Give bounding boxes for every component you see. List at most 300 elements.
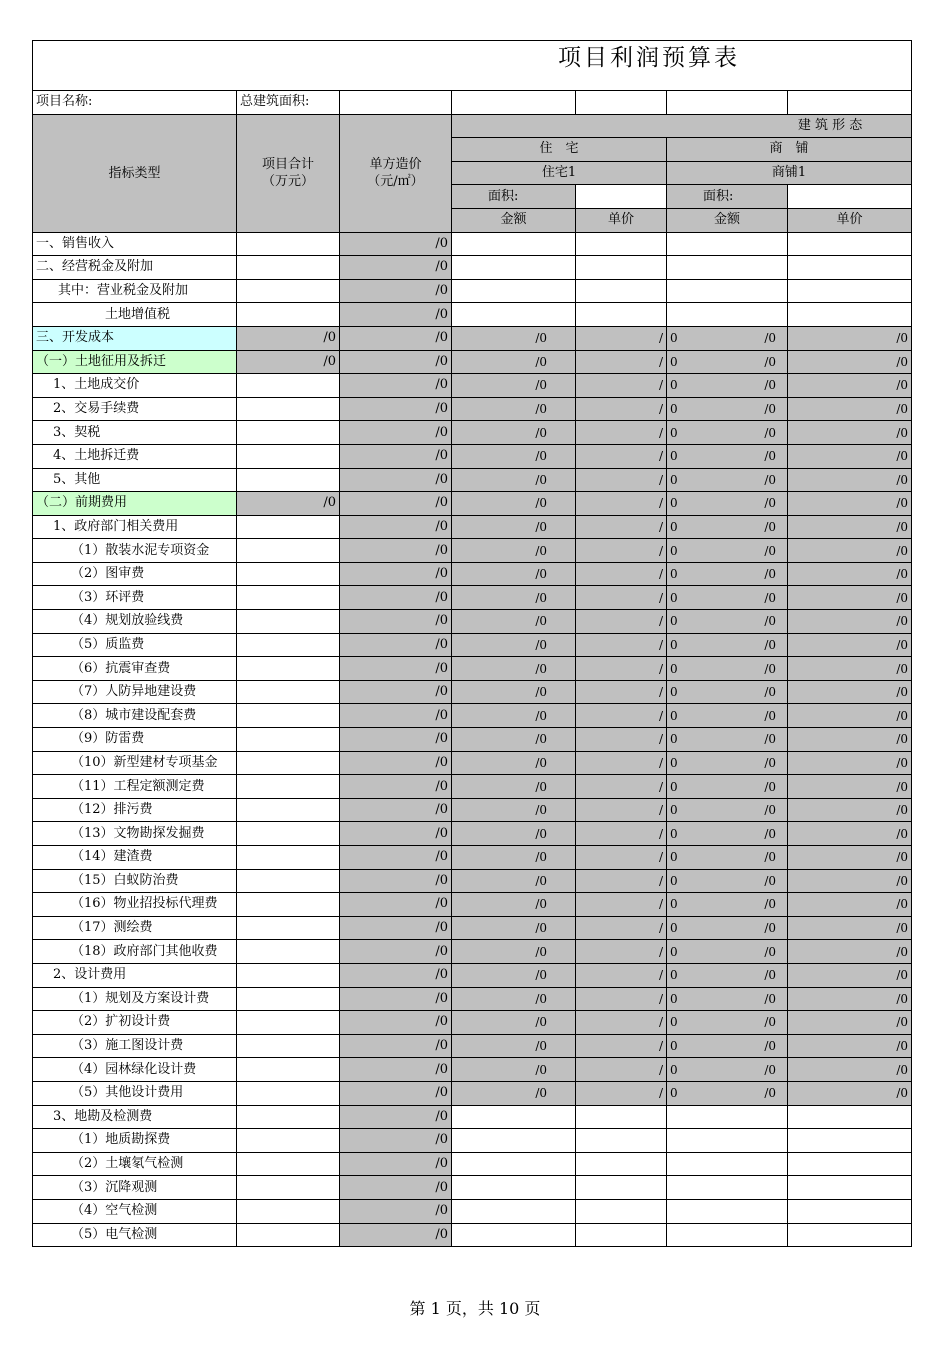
empty-value-cell[interactable]: [667, 1105, 788, 1129]
overflow-digit: 0: [670, 614, 678, 629]
unit-cost-cell: /0: [340, 586, 452, 610]
overflow-digit: 0: [670, 590, 678, 605]
row-label: （15）白蚁防治费: [33, 869, 237, 893]
table-row: [33, 1105, 912, 1129]
project-total-cell[interactable]: [237, 515, 340, 539]
residential-amount-cell: /0: [452, 1081, 576, 1105]
commercial-amount-cell: [667, 751, 788, 775]
empty-value-cell[interactable]: [667, 1129, 788, 1153]
project-total-cell[interactable]: [237, 610, 340, 634]
row-label: （1）散装水泥专项资金: [33, 539, 237, 563]
residential-amount-cell: /0: [452, 822, 576, 846]
project-total-cell[interactable]: [237, 846, 340, 870]
overflow-digit: 0: [670, 779, 678, 794]
table-row: [33, 468, 912, 492]
commercial-unit-price-cell: /0: [788, 987, 912, 1011]
row-label: 二、经营税金及附加: [33, 256, 237, 280]
commercial-unit-price-cell: /0: [788, 822, 912, 846]
overflow-digit: 0: [670, 708, 678, 723]
unit-cost-cell: /0: [340, 1223, 452, 1247]
unit-cost-cell: /0: [340, 492, 452, 516]
commercial-unit-price-cell: /0: [788, 940, 912, 964]
row-label: （4）园林绿化设计费: [33, 1058, 237, 1082]
commercial-amount-value: /0: [764, 331, 776, 346]
empty-value-cell[interactable]: [452, 1105, 576, 1129]
unit-cost-cell: /0: [340, 1081, 452, 1105]
row-label: （二）前期费用: [33, 492, 237, 516]
overflow-digit: 0: [670, 661, 678, 676]
unit-cost-cell: /0: [340, 798, 452, 822]
unit-cost-cell: /0: [340, 1011, 452, 1035]
header-commercial: 商 铺: [667, 138, 912, 162]
residential-unit-price-cell: /: [576, 657, 667, 681]
commercial-amount-value: /0: [764, 685, 776, 700]
empty-value-cell[interactable]: [788, 1129, 912, 1153]
empty-value-cell[interactable]: [788, 1223, 912, 1247]
residential-amount-cell: /0: [452, 657, 576, 681]
overflow-digit: 0: [670, 472, 678, 487]
project-total-cell[interactable]: [237, 1223, 340, 1247]
commercial-unit-price-cell: /0: [788, 562, 912, 586]
row-label: 2、交易手续费: [33, 397, 237, 421]
row-label: （16）物业招投标代理费: [33, 893, 237, 917]
commercial-amount-cell: [667, 940, 788, 964]
empty-value-cell[interactable]: [788, 256, 912, 280]
project-total-cell[interactable]: [237, 1058, 340, 1082]
row-label: （3）沉降观测: [33, 1176, 237, 1200]
table-row: [33, 940, 912, 964]
commercial-unit-price-cell: /0: [788, 326, 912, 350]
table-row: [33, 1011, 912, 1035]
commercial-amount-value: /0: [764, 1039, 776, 1054]
project-total-cell[interactable]: [237, 680, 340, 704]
project-total-cell[interactable]: /0: [237, 350, 340, 374]
row-label: （4）空气检测: [33, 1199, 237, 1223]
budget-table: [32, 40, 912, 1247]
empty-value-cell[interactable]: [576, 1176, 667, 1200]
empty-value-cell[interactable]: [576, 1223, 667, 1247]
commercial-area-input[interactable]: [788, 185, 912, 209]
table-row: [33, 1058, 912, 1082]
overflow-digit: 0: [670, 968, 678, 983]
commercial-amount-cell: [667, 421, 788, 445]
overflow-digit: 0: [670, 543, 678, 558]
row-label: 1、土地成交价: [33, 374, 237, 398]
table-row: [33, 492, 912, 516]
overflow-digit: 0: [670, 803, 678, 818]
row-label: （3）环评费: [33, 586, 237, 610]
unit-cost-cell: /0: [340, 1034, 452, 1058]
unit-cost-cell: /0: [340, 893, 452, 917]
empty-value-cell[interactable]: [667, 1176, 788, 1200]
residential-unit-price-cell: /: [576, 869, 667, 893]
unit-cost-cell: /0: [340, 963, 452, 987]
project-total-cell[interactable]: [237, 963, 340, 987]
residential-unit-price-cell: /: [576, 1011, 667, 1035]
overflow-digit: 0: [670, 873, 678, 888]
overflow-digit: 0: [670, 402, 678, 417]
header-commercial-area-label: 面积:: [667, 185, 788, 209]
residential-amount-cell: /0: [452, 869, 576, 893]
commercial-amount-value: /0: [764, 496, 776, 511]
unit-cost-cell: /0: [340, 869, 452, 893]
empty-value-cell[interactable]: [788, 1199, 912, 1223]
residential-unit-price-cell: /: [576, 444, 667, 468]
empty-value-cell[interactable]: [452, 1223, 576, 1247]
overflow-digit: 0: [670, 1062, 678, 1077]
empty-value-cell[interactable]: [667, 256, 788, 280]
commercial-amount-cell: [667, 610, 788, 634]
commercial-unit-price-cell: /0: [788, 586, 912, 610]
unit-cost-cell: /0: [340, 916, 452, 940]
residential-amount-cell: /0: [452, 539, 576, 563]
commercial-amount-cell: [667, 987, 788, 1011]
project-total-cell[interactable]: [237, 1152, 340, 1176]
residential-unit-price-cell: /: [576, 916, 667, 940]
empty-value-cell[interactable]: [576, 1105, 667, 1129]
unit-cost-cell: /0: [340, 822, 452, 846]
empty-value-cell[interactable]: [788, 1105, 912, 1129]
table-row: [33, 1199, 912, 1223]
project-total-cell[interactable]: [237, 232, 340, 256]
commercial-amount-value: /0: [764, 968, 776, 983]
row-label: （5）质监费: [33, 633, 237, 657]
residential-unit-price-cell: /: [576, 421, 667, 445]
commercial-amount-cell: [667, 916, 788, 940]
overflow-digit: 0: [670, 755, 678, 770]
row-label: 土地增值税: [33, 303, 237, 327]
row-label: （2）图审费: [33, 562, 237, 586]
table-row: [33, 822, 912, 846]
meta-cell[interactable]: [788, 91, 912, 115]
meta-cell[interactable]: [576, 91, 667, 115]
empty-value-cell[interactable]: [452, 232, 576, 256]
commercial-amount-cell: [667, 539, 788, 563]
unit-cost-cell: /0: [340, 751, 452, 775]
commercial-unit-price-cell: /0: [788, 397, 912, 421]
area-value-cell[interactable]: [340, 91, 452, 115]
project-total-cell[interactable]: [237, 633, 340, 657]
commercial-amount-cell: [667, 728, 788, 752]
project-total-cell[interactable]: [237, 586, 340, 610]
row-label: （1）规划及方案设计费: [33, 987, 237, 1011]
table-row: [33, 279, 912, 303]
project-total-cell[interactable]: [237, 1176, 340, 1200]
commercial-amount-value: /0: [764, 402, 776, 417]
commercial-amount-value: /0: [764, 826, 776, 841]
commercial-amount-cell: [667, 963, 788, 987]
project-total-cell[interactable]: [237, 916, 340, 940]
commercial-unit-price-cell: /0: [788, 539, 912, 563]
table-row: [33, 775, 912, 799]
project-total-cell[interactable]: [237, 374, 340, 398]
commercial-amount-cell: [667, 1081, 788, 1105]
unit-cost-cell: /0: [340, 1129, 452, 1153]
overflow-digit: 0: [670, 1039, 678, 1054]
row-label: （6）抗震审查费: [33, 657, 237, 681]
empty-value-cell[interactable]: [452, 279, 576, 303]
overflow-digit: 0: [670, 921, 678, 936]
empty-value-cell[interactable]: [452, 1176, 576, 1200]
unit-cost-cell: /0: [340, 846, 452, 870]
header-residential-area-label: 面积:: [452, 185, 576, 209]
commercial-amount-value: /0: [764, 755, 776, 770]
residential-unit-price-cell: /: [576, 987, 667, 1011]
empty-value-cell[interactable]: [452, 1129, 576, 1153]
empty-value-cell[interactable]: [576, 1152, 667, 1176]
project-total-cell[interactable]: [237, 940, 340, 964]
area-label: 总建筑面积:: [237, 91, 340, 115]
empty-value-cell[interactable]: [576, 1199, 667, 1223]
unit-cost-cell: /0: [340, 1058, 452, 1082]
project-total-cell[interactable]: [237, 562, 340, 586]
project-total-cell[interactable]: [237, 1129, 340, 1153]
residential-amount-cell: /0: [452, 846, 576, 870]
table-row: [33, 232, 912, 256]
project-total-cell[interactable]: [237, 1081, 340, 1105]
empty-value-cell[interactable]: [452, 1152, 576, 1176]
table-row: [33, 987, 912, 1011]
empty-value-cell[interactable]: [576, 1129, 667, 1153]
residential-amount-cell: /0: [452, 680, 576, 704]
residential-amount-cell: /0: [452, 963, 576, 987]
unit-cost-cell: /0: [340, 303, 452, 327]
unit-cost-cell: /0: [340, 397, 452, 421]
unit-cost-cell: /0: [340, 374, 452, 398]
residential-unit-price-cell: /: [576, 940, 667, 964]
commercial-unit-price-cell: /0: [788, 1034, 912, 1058]
residential-amount-cell: /0: [452, 775, 576, 799]
commercial-amount-value: /0: [764, 425, 776, 440]
project-total-cell[interactable]: [237, 303, 340, 327]
empty-value-cell[interactable]: [452, 256, 576, 280]
project-total-cell[interactable]: [237, 657, 340, 681]
unit-cost-cell: /0: [340, 326, 452, 350]
row-label: 4、土地拆迁费: [33, 444, 237, 468]
project-total-cell[interactable]: [237, 1105, 340, 1129]
residential-amount-cell: /0: [452, 1034, 576, 1058]
table-row: [33, 515, 912, 539]
project-total-cell[interactable]: [237, 987, 340, 1011]
residential-unit-price-cell: /: [576, 704, 667, 728]
row-label: 其中：营业税金及附加: [33, 279, 237, 303]
residential-amount-cell: /0: [452, 468, 576, 492]
row-label: 一、销售收入: [33, 232, 237, 256]
residential-unit-price-cell: /: [576, 680, 667, 704]
commercial-unit-price-cell: /0: [788, 492, 912, 516]
overflow-digit: 0: [670, 449, 678, 464]
row-label: （13）文物勘探发掘费: [33, 822, 237, 846]
row-label: （10）新型建材专项基金: [33, 751, 237, 775]
residential-amount-cell: /0: [452, 397, 576, 421]
commercial-unit-price-cell: /0: [788, 728, 912, 752]
table-row: [33, 326, 912, 350]
project-total-cell[interactable]: [237, 539, 340, 563]
residential-unit-price-cell: /: [576, 1058, 667, 1082]
commercial-amount-cell: [667, 704, 788, 728]
overflow-digit: 0: [670, 1086, 678, 1101]
row-label: （1）地质勘探费: [33, 1129, 237, 1153]
header-unit-price: 单价: [788, 208, 912, 232]
commercial-unit-price-cell: /0: [788, 468, 912, 492]
empty-value-cell[interactable]: [667, 279, 788, 303]
table-row: [33, 1176, 912, 1200]
overflow-digit: 0: [670, 685, 678, 700]
residential-unit-price-cell: /: [576, 515, 667, 539]
header-amount: 金额: [667, 208, 788, 232]
project-total-cell[interactable]: [237, 775, 340, 799]
residential-amount-cell: /0: [452, 704, 576, 728]
unit-cost-cell: /0: [340, 539, 452, 563]
empty-value-cell[interactable]: [576, 232, 667, 256]
row-label: （5）其他设计费用: [33, 1081, 237, 1105]
empty-value-cell[interactable]: [667, 1152, 788, 1176]
residential-amount-cell: /0: [452, 987, 576, 1011]
empty-value-cell[interactable]: [667, 1223, 788, 1247]
overflow-digit: 0: [670, 1015, 678, 1030]
residential-unit-price-cell: /: [576, 492, 667, 516]
unit-cost-cell: /0: [340, 1105, 452, 1129]
empty-value-cell[interactable]: [667, 232, 788, 256]
project-total-cell[interactable]: /0: [237, 492, 340, 516]
residential-amount-cell: /0: [452, 940, 576, 964]
residential-amount-cell: /0: [452, 444, 576, 468]
project-total-cell[interactable]: [237, 1034, 340, 1058]
commercial-amount-cell: [667, 350, 788, 374]
commercial-unit-price-cell: /0: [788, 350, 912, 374]
commercial-amount-value: /0: [764, 519, 776, 534]
residential-unit-price-cell: /: [576, 539, 667, 563]
project-total-cell[interactable]: [237, 256, 340, 280]
commercial-unit-price-cell: /0: [788, 1081, 912, 1105]
residential-unit-price-cell: /: [576, 798, 667, 822]
table-row: [33, 657, 912, 681]
residential-amount-cell: /0: [452, 728, 576, 752]
meta-cell[interactable]: [452, 91, 576, 115]
table-row: [33, 798, 912, 822]
project-total-cell[interactable]: /0: [237, 326, 340, 350]
commercial-unit-price-cell: /0: [788, 633, 912, 657]
residential-amount-cell: /0: [452, 751, 576, 775]
commercial-unit-price-cell: /0: [788, 775, 912, 799]
project-total-cell[interactable]: [237, 444, 340, 468]
residential-amount-cell: /0: [452, 492, 576, 516]
table-row: [33, 893, 912, 917]
unit-cost-cell: /0: [340, 728, 452, 752]
commercial-amount-value: /0: [764, 779, 776, 794]
table-row: [33, 1223, 912, 1247]
commercial-amount-value: /0: [764, 803, 776, 818]
row-label: （7）人防异地建设费: [33, 680, 237, 704]
project-total-cell[interactable]: [237, 397, 340, 421]
project-total-cell[interactable]: [237, 421, 340, 445]
commercial-unit-price-cell: /0: [788, 846, 912, 870]
project-total-cell[interactable]: [237, 893, 340, 917]
unit-cost-cell: /0: [340, 562, 452, 586]
table-row: [33, 1081, 912, 1105]
commercial-amount-value: /0: [764, 590, 776, 605]
unit-cost-cell: /0: [340, 1199, 452, 1223]
commercial-amount-cell: [667, 586, 788, 610]
empty-value-cell[interactable]: [788, 232, 912, 256]
project-total-cell[interactable]: [237, 704, 340, 728]
page-title: 项目利润预算表: [33, 41, 912, 91]
commercial-amount-value: /0: [764, 732, 776, 747]
empty-value-cell[interactable]: [788, 303, 912, 327]
residential-unit-price-cell: /: [576, 468, 667, 492]
project-total-cell[interactable]: [237, 869, 340, 893]
empty-value-cell[interactable]: [788, 1152, 912, 1176]
residential-amount-cell: /0: [452, 893, 576, 917]
residential-amount-cell: /0: [452, 1011, 576, 1035]
empty-value-cell[interactable]: [788, 1176, 912, 1200]
commercial-amount-value: /0: [764, 661, 776, 676]
empty-value-cell[interactable]: [667, 303, 788, 327]
empty-value-cell[interactable]: [452, 1199, 576, 1223]
residential-amount-cell: /0: [452, 586, 576, 610]
table-row: [33, 1129, 912, 1153]
project-total-cell[interactable]: [237, 728, 340, 752]
table-row: [33, 421, 912, 445]
table-row: [33, 562, 912, 586]
project-total-cell[interactable]: [237, 1199, 340, 1223]
commercial-unit-price-cell: /0: [788, 916, 912, 940]
unit-cost-cell: /0: [340, 987, 452, 1011]
row-label: 3、地勘及检测费: [33, 1105, 237, 1129]
table-row: [33, 869, 912, 893]
commercial-amount-value: /0: [764, 991, 776, 1006]
project-total-cell[interactable]: [237, 1011, 340, 1035]
commercial-unit-price-cell: /0: [788, 963, 912, 987]
residential-area-input[interactable]: [576, 185, 667, 209]
project-total-cell[interactable]: [237, 751, 340, 775]
row-label: （5）电气检测: [33, 1223, 237, 1247]
residential-amount-cell: /0: [452, 350, 576, 374]
project-total-cell[interactable]: [237, 822, 340, 846]
residential-amount-cell: /0: [452, 798, 576, 822]
residential-unit-price-cell: /: [576, 562, 667, 586]
commercial-amount-cell: [667, 893, 788, 917]
commercial-amount-cell: [667, 374, 788, 398]
commercial-amount-cell: [667, 444, 788, 468]
unit-cost-cell: /0: [340, 1152, 452, 1176]
row-label: 2、设计费用: [33, 963, 237, 987]
empty-value-cell[interactable]: [667, 1199, 788, 1223]
project-total-cell[interactable]: [237, 468, 340, 492]
meta-cell[interactable]: [667, 91, 788, 115]
empty-value-cell[interactable]: [576, 256, 667, 280]
commercial-amount-value: /0: [764, 449, 776, 464]
project-total-cell[interactable]: [237, 279, 340, 303]
residential-unit-price-cell: /: [576, 775, 667, 799]
residential-unit-price-cell: /: [576, 1034, 667, 1058]
unit-cost-cell: /0: [340, 680, 452, 704]
commercial-amount-value: /0: [764, 637, 776, 652]
commercial-amount-cell: [667, 1034, 788, 1058]
project-total-cell[interactable]: [237, 798, 340, 822]
empty-value-cell[interactable]: [576, 279, 667, 303]
residential-amount-cell: /0: [452, 1058, 576, 1082]
overflow-digit: 0: [670, 425, 678, 440]
unit-cost-cell: /0: [340, 610, 452, 634]
unit-cost-cell: /0: [340, 633, 452, 657]
empty-value-cell[interactable]: [576, 303, 667, 327]
overflow-digit: 0: [670, 519, 678, 534]
empty-value-cell[interactable]: [788, 279, 912, 303]
empty-value-cell[interactable]: [452, 303, 576, 327]
row-label: 3、契税: [33, 421, 237, 445]
commercial-amount-value: /0: [764, 944, 776, 959]
